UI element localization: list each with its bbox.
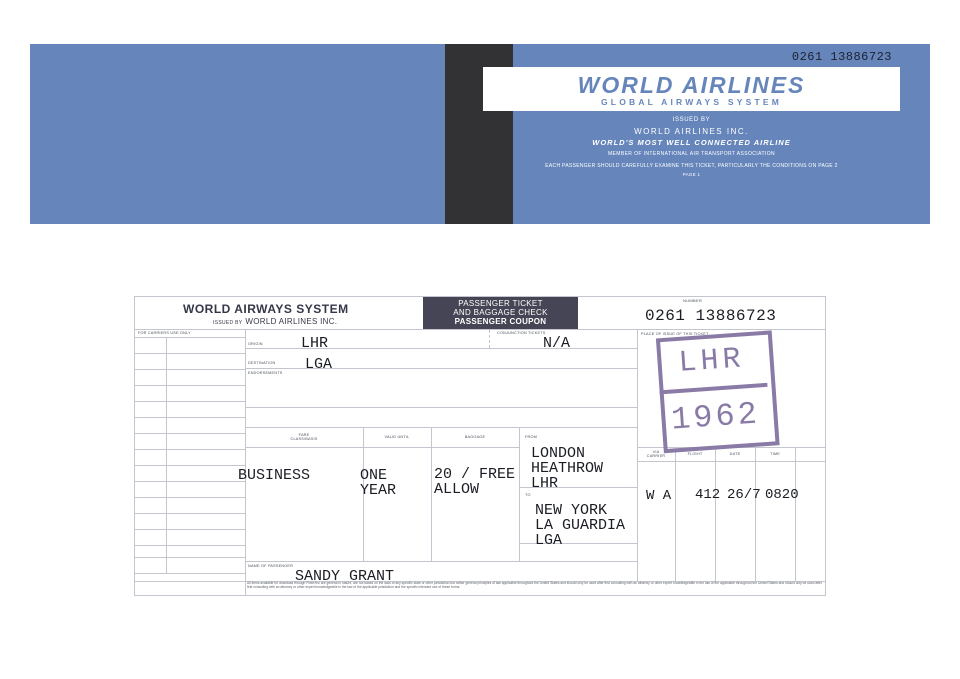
fare-label-line-1: FARE [298, 433, 310, 437]
fare-label-line-2: CLASS/BASIS [290, 437, 318, 441]
from-value-line-1: LONDON [531, 445, 586, 462]
carriers-row [135, 557, 245, 558]
number-label: NUMBER [683, 298, 703, 303]
fine-print: All items available for download through Fiverr/Inc are general in nature, are not based on the laws of any specific state or other jurisdiction but rather general principles of law applicable throughout the United States and should only be used after first consulting with an attorney or other expert knowledgeable in the law of the applicable throughout the United States and should only be used after first consulting with an attorney or other expert knowledgeable in the law of the applicable jurisdiction and the specific intended use of these forms. [247, 581, 822, 589]
ticket-issued-by-label: ISSUED BY [213, 320, 243, 326]
flight-column-divider [715, 447, 716, 581]
conjunction-divider [489, 330, 490, 348]
from-value-line-2: HEATHROW [531, 460, 604, 477]
carriers-row [135, 353, 245, 354]
valid-until-value-line-2: YEAR [360, 482, 397, 499]
carriers-row [135, 465, 245, 466]
origin-label: ORIGIN [248, 342, 263, 346]
carriers-row [135, 417, 245, 418]
passenger-coupon [134, 296, 826, 596]
baggage-column-divider [431, 427, 432, 561]
carriers-use-label: FOR CARRIERS USE ONLY [138, 331, 191, 335]
to-label: TO [525, 493, 531, 497]
ticket-header-title: WORLD AIRWAYS SYSTEM [183, 302, 349, 316]
cover-brand-subtitle: GLOBAL AIRWAYS SYSTEM [600, 97, 783, 107]
from-label: FROM [525, 435, 537, 439]
cover-title-and: AND [688, 34, 710, 43]
cover-title-main: PASSENGER TICKET [554, 32, 685, 44]
carriers-row [135, 513, 245, 514]
carrier-column-divider [675, 447, 676, 581]
fare-label [245, 433, 363, 441]
carriers-row [135, 529, 245, 530]
conjunction-label: CONJUNCTION TICKETS [497, 331, 546, 335]
fare-header-divider-bottom [245, 447, 519, 448]
stamp-year: 1962 [669, 395, 762, 439]
via-label-line-2: CARRIER [646, 454, 666, 458]
flight-label: FLIGHT [687, 452, 703, 456]
issue-stamp [656, 330, 788, 460]
endorsement-row-divider [245, 407, 637, 408]
baggage-value-line-1: 20 / FREE [434, 466, 516, 483]
to-value-line-1: NEW YORK [535, 502, 608, 519]
carriers-inner-divider [166, 337, 167, 573]
coupon-line-3: PASSENGER COUPON [454, 317, 547, 326]
origin-value: LHR [301, 335, 329, 352]
destination-label: DESTINATION [248, 361, 276, 365]
ticket-issuer: WORLD AIRLINES INC. [245, 317, 338, 326]
date-label: DATE [729, 452, 741, 456]
destination-value: LGA [305, 356, 333, 373]
cover-issuer: WORLD AIRLINES INC. [634, 127, 749, 136]
cover-title [483, 32, 900, 44]
cover-ticket-number: 0261 13886723 [791, 50, 892, 64]
carriers-row [135, 573, 245, 574]
date-column-divider [755, 447, 756, 581]
destination-row-divider [245, 368, 637, 369]
carriers-row [135, 385, 245, 386]
date-value: 26/7 [727, 487, 761, 503]
cover-brand-band [483, 67, 900, 111]
cover-slogan: WORLD'S MOST WELL CONNECTED AIRLINE [592, 138, 791, 147]
time-column-divider [795, 447, 796, 581]
to-value-line-3: LGA [535, 532, 563, 549]
cover-issued-by: ISSUED BY [672, 117, 711, 123]
from-column-divider [519, 427, 520, 561]
time-value: 0820 [765, 487, 799, 503]
passenger-row-divider [245, 561, 637, 562]
stamp-airport-code: LHR [677, 342, 746, 381]
carrier-value: W A [646, 488, 672, 504]
carriers-row [135, 497, 245, 498]
flight-header-divider-bottom [637, 461, 826, 462]
ticket-number: 0261 13886723 [645, 307, 777, 325]
coupon-line-1: PASSENGER TICKET [458, 299, 543, 308]
cover-title-end: BAGGAGE CHECK [714, 32, 829, 44]
from-value-line-3: LHR [531, 475, 559, 492]
passenger-name-label: NAME OF PASSENGER [248, 564, 294, 568]
carriers-row [135, 337, 245, 338]
to-value-line-2: LA GUARDIA [535, 517, 626, 534]
valid-until-label: VALID UNTIL [384, 435, 410, 439]
coupon-line-2: AND BAGGAGE CHECK [453, 308, 548, 317]
carriers-row [135, 481, 245, 482]
fare-value: BUSINESS [238, 467, 311, 484]
header-divider [135, 329, 826, 330]
conjunction-value: N/A [543, 335, 571, 352]
flight-value: 412 [695, 487, 721, 503]
carriers-row [135, 369, 245, 370]
carriers-row [135, 401, 245, 402]
baggage-label: BAGGAGE [464, 435, 486, 439]
baggage-value-line-2: ALLOW [434, 481, 480, 498]
place-of-issue-label: PLACE OF ISSUE OF THIS TICKET [641, 332, 709, 336]
valid-until-value-line-1: ONE [360, 467, 388, 484]
via-label-line-1: VIA [652, 450, 660, 454]
cover-page-number: PAGE 1 [682, 172, 701, 177]
carriers-row [135, 433, 245, 434]
cover-brand-logo: WORLD AIRLINES [577, 72, 806, 98]
carriers-row [135, 545, 245, 546]
cover-member: MEMBER OF INTERNATIONAL AIR TRANSPORT ASSOCIATION [607, 151, 776, 157]
time-label: TIME [770, 452, 780, 456]
endorsements-label: ENDORSEMENTS [248, 371, 283, 375]
carriers-row [135, 449, 245, 450]
coupon-label-box [423, 297, 578, 329]
cover-notice: EACH PASSENGER SHOULD CAREFULLY EXAMINE THIS TICKET, PARTICULARLY THE CONDITIONS ON PAGE 2 [545, 163, 838, 169]
fare-header-divider-top [245, 427, 637, 428]
passenger-name-value: SANDY GRANT [295, 568, 395, 585]
ticket-header-issuer [213, 317, 337, 326]
